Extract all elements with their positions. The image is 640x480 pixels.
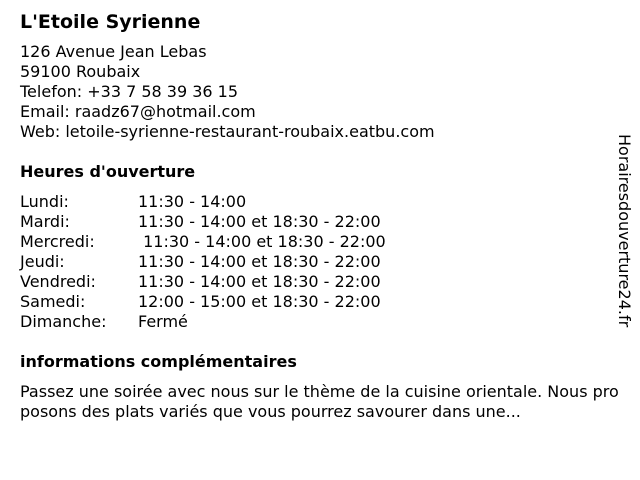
day-label: Dimanche: [20,312,107,331]
site-watermark: Horairesdouverture24.fr [615,134,634,328]
day-label: Vendredi: [20,272,96,291]
address-line-street: 126 Avenue Jean Lebas [20,42,207,61]
hours-row [20,232,620,252]
address-line-city: 59100 Roubaix [20,62,141,81]
day-label: Mercredi: [20,232,95,251]
opening-hours-table [20,192,620,332]
day-label: Lundi: [20,192,69,211]
web-line: Web: letoile-syrienne-restaurant-roubaix.eatbu.com [20,122,435,141]
business-listing [20,10,620,422]
hours-row [20,312,620,332]
day-hours: 12:00 - 15:00 et 18:30 - 22:00 [138,292,381,311]
business-name: L'Etoile Syrienne [20,11,201,33]
hours-row [20,292,620,312]
day-label: Jeudi: [20,252,65,271]
additional-info-text: Passez une soirée avec nous sur le thème de la cuisine orientale. Nous proposons des plats variés que vous pourrez savourer dans une... [20,382,619,421]
additional-info-heading: informations complémentaires [20,352,297,371]
phone-line: Telefon: +33 7 58 39 36 15 [20,82,239,101]
hours-row [20,192,620,212]
day-hours: 11:30 - 14:00 et 18:30 - 22:00 [138,212,381,231]
hours-row [20,272,620,292]
day-hours: 11:30 - 14:00 et 18:30 - 22:00 [138,252,381,271]
opening-hours-heading: Heures d'ouverture [20,162,196,181]
day-hours: Fermé [138,312,188,331]
email-line: Email: raadz67@hotmail.com [20,102,256,121]
hours-row [20,212,620,232]
day-hours: 11:30 - 14:00 et 18:30 - 22:00 [138,232,386,251]
day-hours: 11:30 - 14:00 et 18:30 - 22:00 [138,272,381,291]
hours-row [20,252,620,272]
day-label: Mardi: [20,212,70,231]
day-label: Samedi: [20,292,86,311]
day-hours: 11:30 - 14:00 [138,192,247,211]
